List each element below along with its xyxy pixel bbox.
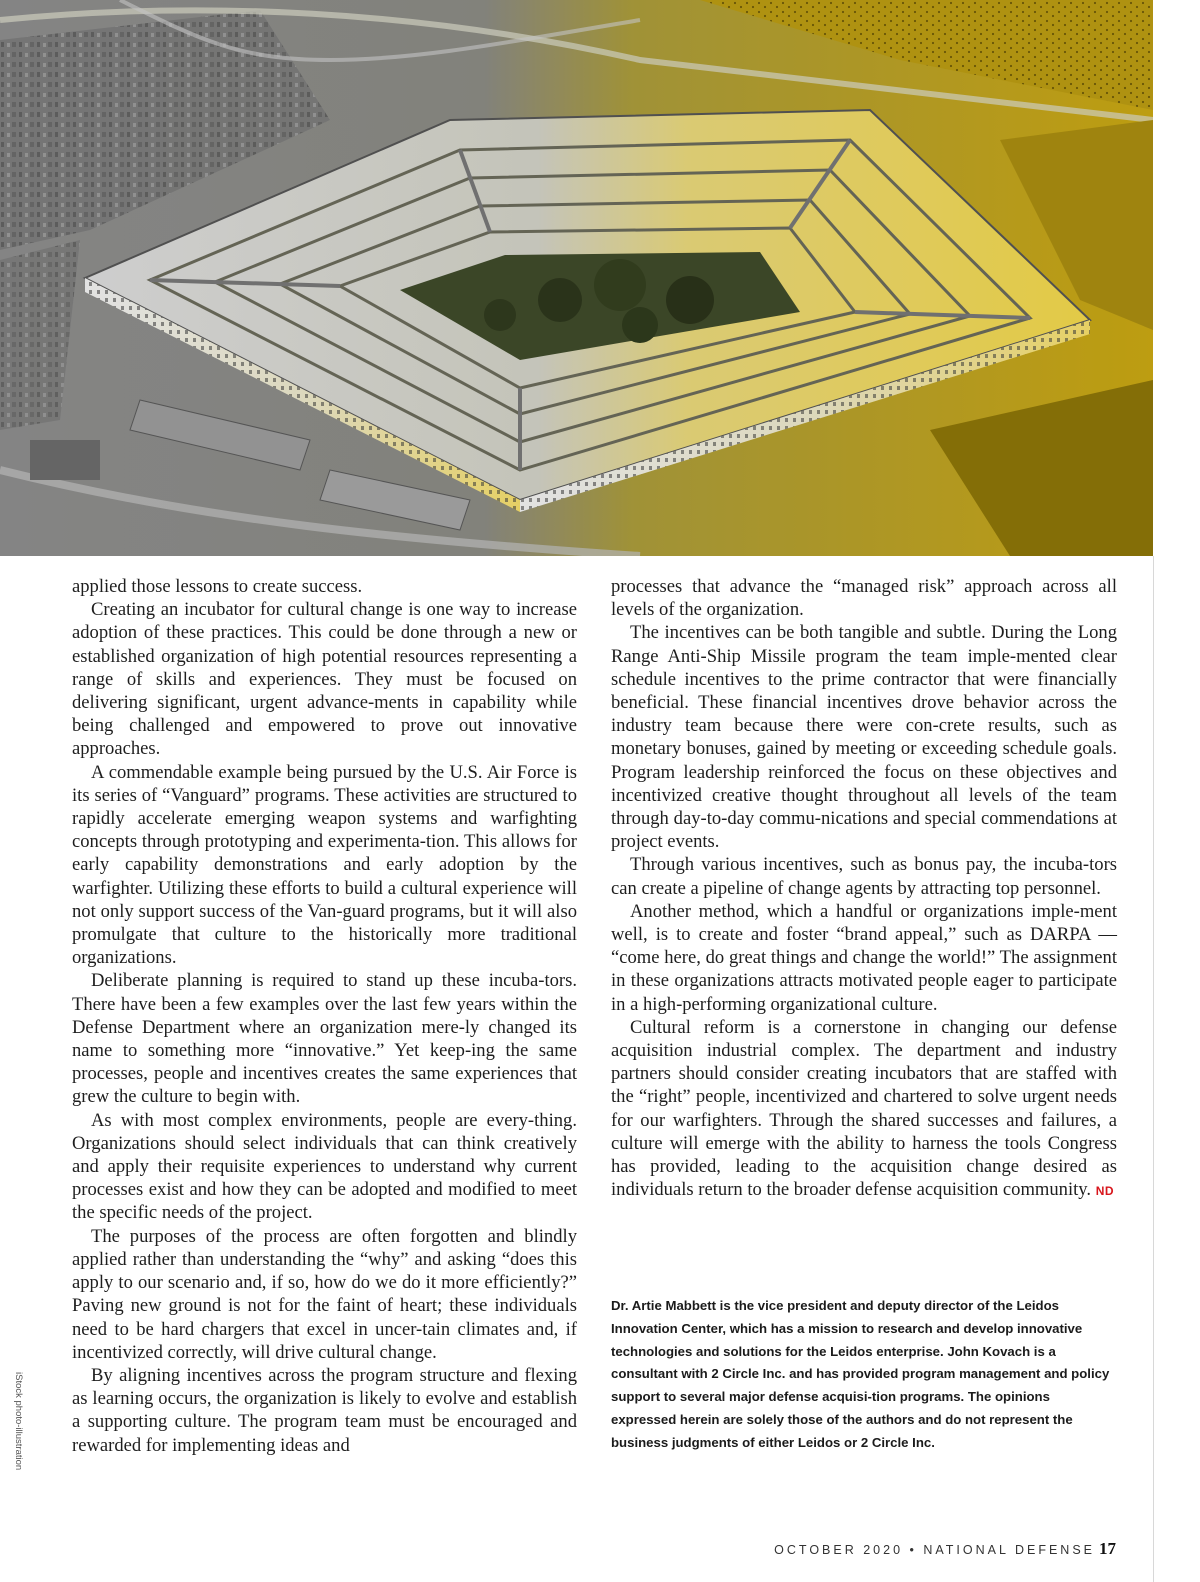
paragraph: Creating an incubator for cultural change is one way to increase adoption of these practices. This could be done through a new or established organization of high potential resources representing a range of skills and experiences. They must be focused on delivering significant, urgent advance-ments in capability while being challenged and empowered to prove out innovative approaches. [72, 599, 577, 760]
page-footer [774, 1539, 1116, 1559]
paragraph: processes that advance the “managed risk” approach across all levels of the organization. [611, 576, 1117, 621]
paragraph: By aligning incentives across the program structure and flexing as learning occurs, the organization is likely to evolve and establish a supporting culture. The program team must be encouraged and rewarded for implementing ideas and [72, 1364, 577, 1456]
issue-label: OCTOBER 2020 • NATIONAL DEFENSE [774, 1543, 1095, 1557]
paragraph-final [611, 1016, 1117, 1204]
page-edge-rule [1153, 556, 1154, 1582]
paragraph: The incentives can be both tangible and subtle. During the Long Range Anti-Ship Missile program the team imple-mented clear schedule incentives to the prime contractor that were financially beneficial. These financial incentives drove behavior across the industry team because there were con-crete results, such as monetary bonuses, gained by meeting or exceeding schedule goals. Program leadership reinforced the focus on these objectives and incentivized creative thought throughout all levels of the team through day-to-day commu-nications and special commendations at project events. [611, 622, 1117, 853]
article-column-right [611, 575, 1117, 1203]
author-bio [611, 1295, 1117, 1455]
author-bio-text: Dr. Artie Mabbett is the vice president and deputy director of the Leidos Innovation Center, which has a mission to research and develop innovative technologies and solutions for the Leidos enterprise. John Kovach is a consultant with 2 Circle Inc. and has provided program management and policy support to several major defense acquisi-tion programs. The opinions expressed herein are solely those of the authors and do not represent the business judgments of either Leidos or 2 Circle Inc. [611, 1298, 1110, 1450]
paragraph: A commendable example being pursued by the U.S. Air Force is its series of “Vanguard” programs. These activities are structured to rapidly accelerate emerging weapon systems and warfighting concepts through prototyping and experimenta-tion. This allows for early capability demonstrations and early adoption by the warfighter. Utilizing these efforts to build a cultural experience will not only support success of the Van-guard programs, but it will also promulgate that culture to the historically more traditional organizations. [72, 761, 577, 969]
page-number: 17 [1099, 1539, 1116, 1558]
photo-credit: iStock photo-illustration [13, 1372, 24, 1471]
paragraph: applied those lessons to create success. [72, 576, 363, 597]
paragraph: Another method, which a handful or organizations imple-ment well, is to create and foster “brand appeal,” such as DARPA — “come here, do great things and change the world!” The assignment in these organizations attracts motivated people eager to participate in a high-performing organizational culture. [611, 900, 1117, 1015]
article-column-left [72, 575, 577, 1457]
paragraph-text: Cultural reform is a cornerstone in changing our defense acquisition industrial complex. The department and industry partners should consider creating incubators that are staffed with the “right” people, incentivized and chartered to solve urgent needs for our warfighters. Through the shared successes and failures, a culture will emerge with the ability to harness the tools Congress has provided, leading to the acquisition change desired as individuals return to the broader defense acquisition community. [611, 1016, 1117, 1201]
paragraph: Through various incentives, such as bonus pay, the incuba-tors can create a pipeline of change agents by attracting top personnel. [611, 854, 1117, 899]
paragraph: The purposes of the process are often forgotten and blindly applied rather than understanding the “why” and asking “does this apply to our scenario and, if so, how do we do it more efficiently?” Paving new ground is not for the faint of heart; these individuals need to be hard chargers that excel in uncer-tain climates and, if incentivized correctly, will drive cultural change. [72, 1225, 577, 1363]
paragraph: As with most complex environments, people are every-thing. Organizations should select individuals that can think creatively and apply their requisite experiences to understand why current processes exist and how they can be adopted and modified to meet the specific needs of the project. [72, 1109, 577, 1224]
paragraph: Deliberate planning is required to stand up these incuba-tors. There have been a few examples over the last few years within the Defense Department where an organization mere-ly changed its name to something more “innovative.” Yet keep-ing the same processes, people and incentives creates the same experiences that grew the culture to begin with. [72, 970, 577, 1108]
hero-image [0, 0, 1153, 556]
end-mark: ND [1095, 1184, 1115, 1199]
